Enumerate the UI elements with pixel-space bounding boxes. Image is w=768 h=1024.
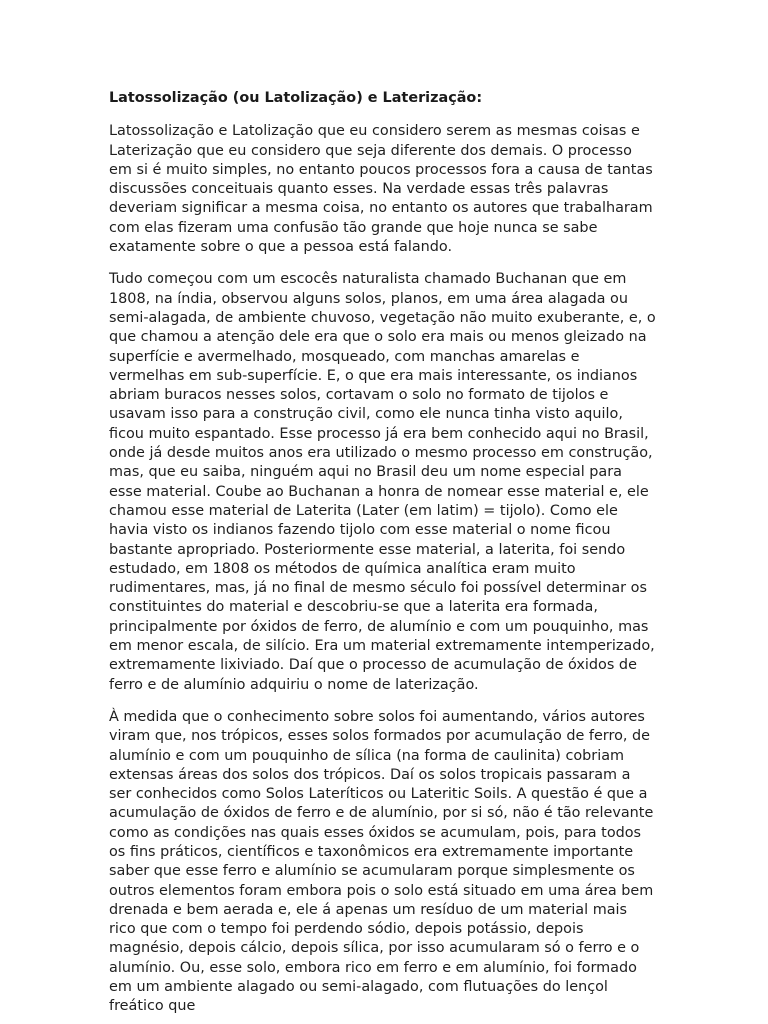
document-body	[109, 89, 657, 1024]
paragraph-1: Latossolização e Latolização que eu considero serem as mesmas coisas e Laterização que eu considero que seja diferente dos demais. O processo em si é muito simples, no entanto poucos processos fora a causa de tantas discussões conceituais quanto esses. Na verdade essas três palavras deveriam significar a mesma coisa, no entanto os autores que trabalharam com elas fizeram uma confusão tão grande que hoje nunca se sabe exatamente sobre o que a pessoa está falando.	[109, 123, 653, 256]
document-title: Latossolização (ou Latolização) e Laterização:	[109, 90, 483, 106]
paragraph-3: À medida que o conhecimento sobre solos foi aumentando, vários autores viram que, nos trópicos, esses solos formados por acumulação de ferro, de alumínio e com um pouquinho de sílica (na forma de caulinita) cobriam extensas áreas dos solos dos trópicos. Daí os solos tropicais passaram a ser conhecidos como Solos Lateríticos ou Lateritic Soils. A questão é que a acumulação de óxidos de ferro e de alumínio, por si só, não é tão relevante como as condições nas quais esses óxidos se acumulam, pois, para todos os fins práticos, científicos e taxonômicos era extremamente importante saber que esse ferro e alumínio se acumularam porque simplesmente os outros elementos foram embora pois o solo está situado em uma área bem drenada e bem aerada e, ele á apenas um resíduo de um material mais rico que com o tempo foi perdendo sódio, depois potássio, depois magnésio, depois cálcio, depois sílica, por isso acumularam só o ferro e o alumínio. Ou, esse solo, embora rico em ferro e em alumínio, foi formado em um ambiente alagado ou semi-alagado, com flutuações do lençol freático que	[109, 708, 654, 1015]
paragraph-2: Tudo começou com um escocês naturalista chamado Buchanan que em 1808, na índia, observou alguns solos, planos, em uma área alagada ou semi-alagada, de ambiente chuvoso, vegetação não muito exuberante, e, o que chamou a atenção dele era que o solo era mais ou menos gleizado na superfície e avermelhado, mosqueado, com manchas amarelas e vermelhas em sub-superfície. E, o que era mais interessante, os indianos abriam buracos nesses solos, cortavam o solo no formato de tijolos e usavam isso para a construção civil, como ele nunca tinha visto aquilo, ficou muito espantado. Esse processo já era bem conhecido aqui no Brasil, onde já desde muitos anos era utilizado o mesmo processo em construção, mas, que eu saiba, ninguém aqui no Brasil deu um nome especial para esse material. Coube ao Buchanan a honra de nomear esse material e, ele chamou esse material de Laterita (Later (em latim) = tijolo). Como ele havia visto os indianos fazendo tijolo com esse material o nome ficou bastante apropriado. Posteriormente esse material, a laterita, foi sendo estudado, em 1808 os métodos de química analítica eram muito rudimentares, mas, já no final de mesmo século foi possível determinar os constituintes do material e descobriu-se que a laterita era formada, principalmente por óxidos de ferro, de alumínio e com um pouquinho, mas em menor escala, de silício. Era um material extremamente intemperizado, extremamente lixiviado. Daí que o processo de acumulação de óxidos de ferro e de alumínio adquiriu o nome de laterização.	[109, 271, 656, 693]
